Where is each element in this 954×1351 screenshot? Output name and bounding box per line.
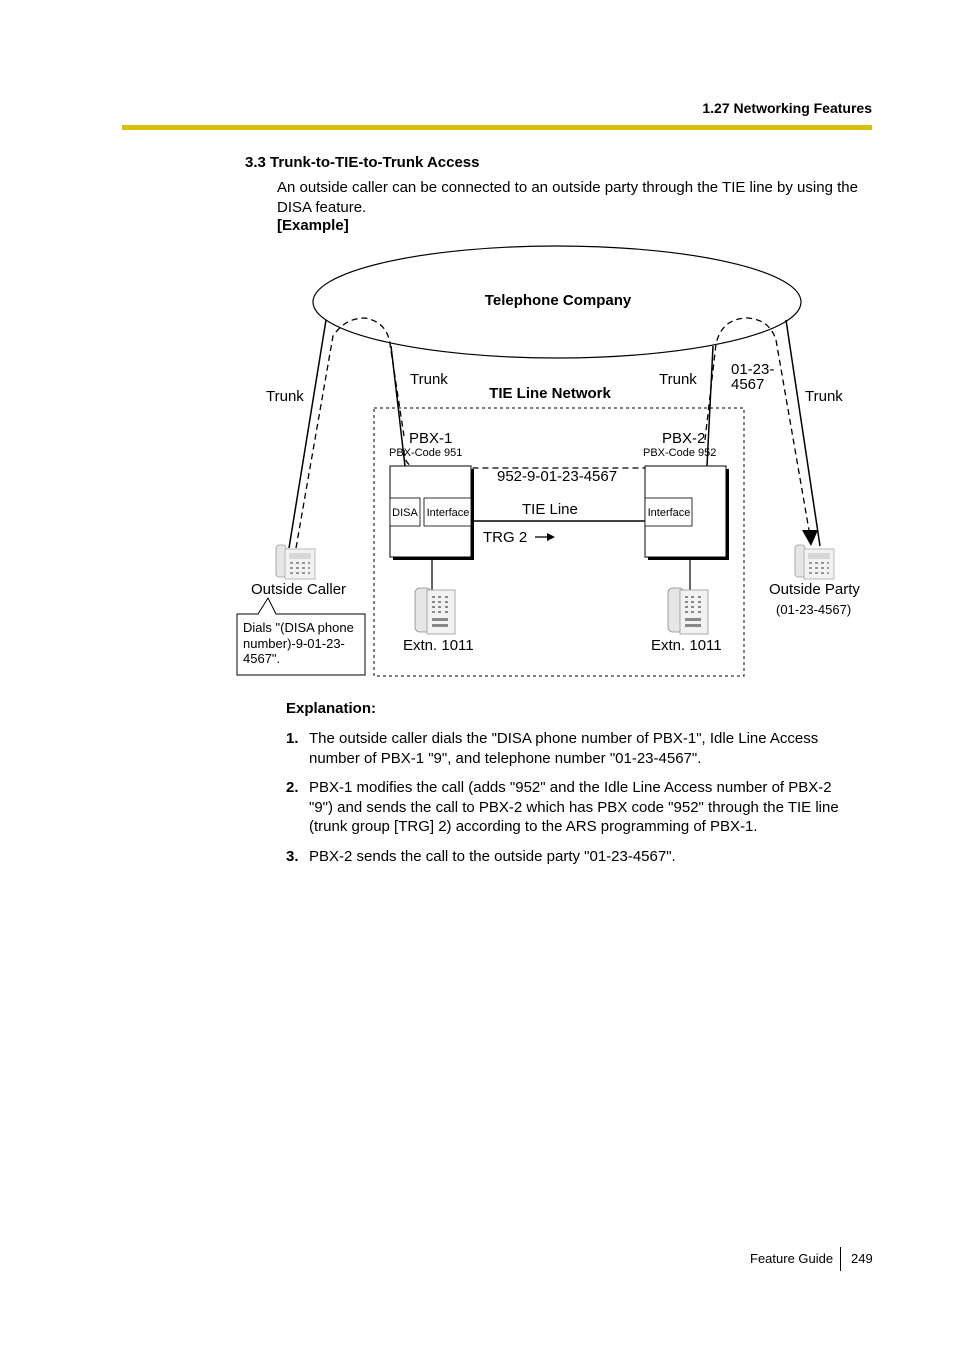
trunk-label-left: Trunk bbox=[266, 388, 304, 405]
callout-line3: 4567". bbox=[243, 651, 281, 666]
pbx2-code: PBX-Code 952 bbox=[643, 447, 717, 459]
example-label: [Example] bbox=[277, 217, 349, 234]
trunk-line-right bbox=[786, 320, 820, 546]
telephone-company-label: Telephone Company bbox=[484, 292, 632, 309]
explanation-step: 2. PBX-1 modifies the call (adds "952" and the Idle Line Access number of PBX-2 "9") and sends the call to PBX-2 which has PBX code "952" through the TIE line (trunk group [TRG] 2) according to the ARS programming of PBX-1. bbox=[286, 779, 839, 835]
pbx1-label: PBX-1 bbox=[409, 430, 453, 447]
pbx2-interface-label: Interface bbox=[647, 507, 691, 519]
outside-party-label: Outside Party bbox=[769, 581, 860, 598]
tie-network-label: TIE Line Network bbox=[489, 385, 611, 402]
party-number-line1: 01-23- bbox=[731, 361, 775, 378]
explanation-step: 1. The outside caller dials the "DISA phone number of PBX-1", Idle Line Access number of PBX-1 "9", and telephone number "01-23-4567". bbox=[286, 730, 819, 767]
explanation-heading: Explanation: bbox=[286, 700, 377, 717]
pbx1-interface-label: Interface bbox=[426, 507, 470, 519]
call-arrowhead bbox=[802, 530, 818, 546]
callout-line2: number)-9-01-23- bbox=[243, 636, 345, 651]
footer-guide: Feature Guide bbox=[750, 1251, 834, 1266]
extn1-phone-icon bbox=[415, 588, 455, 634]
trunk-label-right: Trunk bbox=[805, 388, 843, 405]
explanation-steps bbox=[286, 729, 856, 876]
trunk-label-pbx1: Trunk bbox=[410, 371, 448, 388]
footer-divider bbox=[840, 1247, 841, 1271]
callout-line1: Dials "(DISA phone bbox=[243, 620, 354, 635]
trg-label: TRG 2 bbox=[483, 529, 528, 546]
call-path-caller-pbx1 bbox=[296, 318, 404, 548]
disa-label: DISA bbox=[392, 507, 418, 519]
section-title: 3.3 Trunk-to-TIE-to-Trunk Access bbox=[245, 154, 480, 171]
page-number: 249 bbox=[851, 1251, 873, 1266]
pbx1-code: PBX-Code 951 bbox=[389, 447, 463, 459]
outside-caller-phone-icon bbox=[276, 545, 315, 579]
outside-party-phone-icon bbox=[795, 545, 834, 579]
trunk-label-pbx2: Trunk bbox=[659, 371, 697, 388]
dialed-number: 952-9-01-23-4567 bbox=[497, 468, 618, 485]
extn1-label: Extn. 1011 bbox=[403, 637, 474, 654]
tie-line-label: TIE Line bbox=[522, 501, 578, 518]
outside-caller-label: Outside Caller bbox=[251, 581, 347, 598]
extn2-phone-icon bbox=[668, 588, 708, 634]
running-header: 1.27 Networking Features bbox=[702, 100, 872, 116]
trunk-line-left bbox=[289, 320, 326, 548]
outside-party-number: (01-23-4567) bbox=[776, 602, 852, 617]
explanation-step: 3. PBX-2 sends the call to the outside party "01-23-4567". bbox=[286, 847, 676, 865]
pbx2-label: PBX-2 bbox=[662, 430, 706, 447]
trg-arrowhead bbox=[547, 533, 555, 541]
party-number-line2: 4567 bbox=[731, 376, 765, 393]
section-body: An outside caller can be connected to an outside party through the TIE line by using the DISA feature. bbox=[277, 179, 858, 216]
extn2-label: Extn. 1011 bbox=[651, 637, 722, 654]
